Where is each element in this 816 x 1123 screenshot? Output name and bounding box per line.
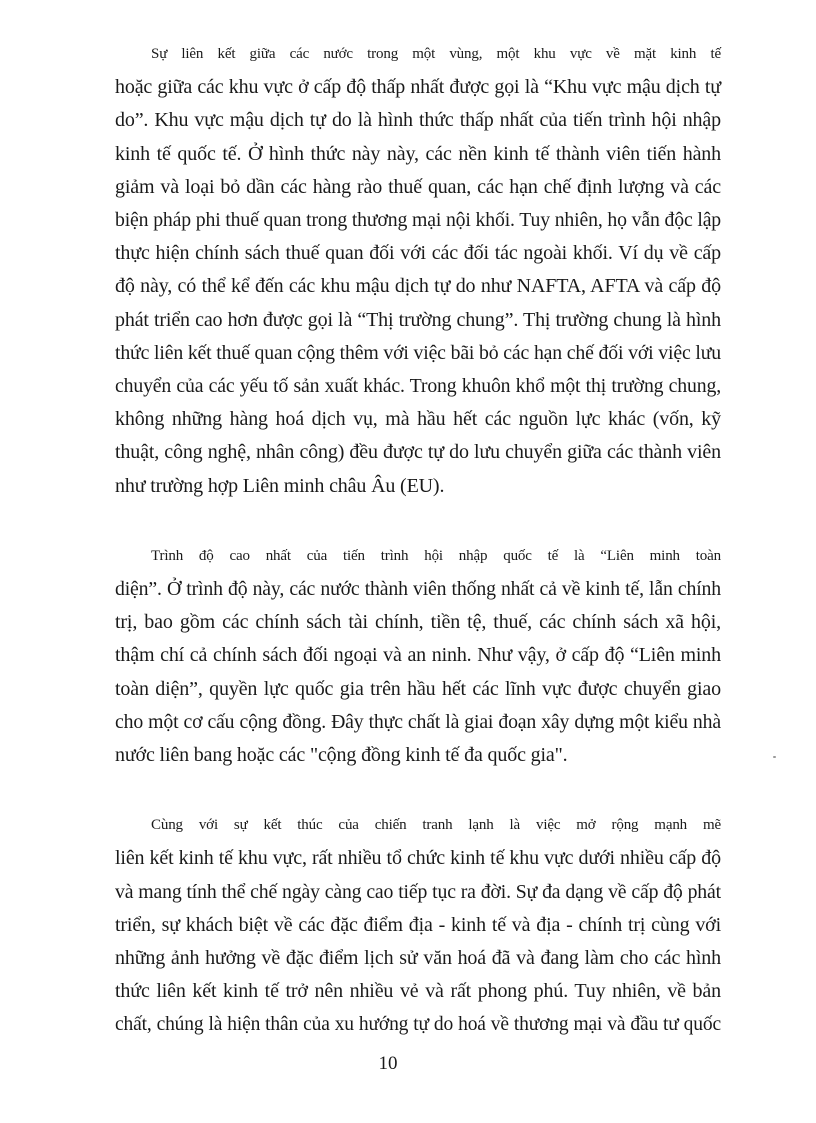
text-line: thậm chí cả chính sách đối ngoại và an ninh. Như vậy, ở cấp độ “Liên minh [115, 644, 721, 667]
scan-speck [773, 756, 776, 758]
text-line: không những hàng hoá dịch vụ, mà hầu hết các nguồn lực khác (vốn, kỹ [115, 408, 721, 431]
text-line: giảm và loại bỏ dần các hàng rào thuế quan, các hạn chế định lượng và các [115, 175, 721, 198]
text-line: thức liên kết kinh tế trở nên nhiều vẻ và rất phong phú. Tuy nhiên, về bản [115, 980, 721, 1003]
text-line: Sự liên kết giữa các nước trong một vùng, một khu vực về mặt kinh tế [151, 46, 721, 62]
text-line: như trường hợp Liên minh châu Âu (EU). [115, 474, 445, 497]
text-line: chất, chúng là hiện thân của xu hướng tự do hoá về thương mại và đầu tư quốc [115, 1014, 721, 1036]
text-line: liên kết kinh tế khu vực, rất nhiều tổ chức kinh tế khu vực dưới nhiều cấp độ [115, 847, 721, 870]
text-line: chuyển của các yếu tố sản xuất khác. Trong khuôn khổ một thị trường chung, [115, 375, 721, 398]
text-line: thức liên kết thuế quan cộng thêm với việc bãi bỏ các hạn chế đối với việc lưu [115, 341, 721, 364]
text-line: và mang tính thể chế ngày càng cao tiếp tục ra đời. Sự đa dạng về cấp độ phát [115, 880, 721, 903]
page-number: 10 [378, 1053, 398, 1074]
text-line: kinh tế quốc tế. Ở hình thức này này, các nền kinh tế thành viên tiến hành [115, 142, 721, 165]
paragraph-comprehensive-union [115, 540, 721, 772]
text-line: biện pháp phi thuế quan trong thương mại nội khối. Tuy nhiên, họ vẫn độc lập [115, 209, 722, 232]
text-line: phát triển cao hơn được gọi là “Thị trường chung”. Thị trường chung là hình [115, 308, 721, 331]
text-line: Cùng với sự kết thúc của chiến tranh lạnh là việc mở rộng mạnh mẽ [151, 817, 721, 834]
text-line: độ này, có thể kể đến các khu mậu dịch tự do như NAFTA, AFTA và cấp độ [115, 275, 721, 298]
text-line: trị, bao gồm các chính sách tài chính, tiền tệ, thuế, các chính sách xã hội, [115, 611, 721, 634]
text-line: Trình độ cao nhất của tiến trình hội nhập quốc tế là “Liên minh toàn [151, 547, 721, 564]
paragraph-free-trade-area [115, 38, 721, 503]
paragraph-spacer [115, 772, 721, 809]
text-line: do”. Khu vực mậu dịch tự do là hình thức thấp nhất của tiến trình hội nhập [115, 109, 721, 132]
text-line: triển, sự khách biệt về các đặc điểm địa - kinh tế và địa - chính trị cùng với [115, 913, 721, 936]
paragraph-spacer [115, 503, 721, 540]
document-body [115, 38, 721, 1042]
text-line: diện”. Ở trình độ này, các nước thành viên thống nhất cả về kinh tế, lẫn chính [115, 578, 721, 601]
text-line: thực hiện chính sách thuế quan đối với các đối tác ngoài khối. Ví dụ về cấp [115, 242, 721, 265]
text-line: thuật, công nghệ, nhân công) đều được tự do lưu chuyển giữa các thành viên [115, 441, 721, 464]
text-line: toàn diện”, quyền lực quốc gia trên hầu hết các lĩnh vực được chuyển giao [115, 677, 721, 700]
paragraph-regional-integration [115, 809, 721, 1041]
text-line: hoặc giữa các khu vực ở cấp độ thấp nhất được gọi là “Khu vực mậu dịch tự [115, 76, 721, 99]
text-line: những ảnh hưởng về đặc điểm lịch sử văn hoá đã và đang làm cho các hình [115, 947, 721, 970]
text-line: nước liên bang hoặc các "cộng đồng kinh tế đa quốc gia". [115, 744, 568, 767]
text-line: cho một cơ cấu cộng đồng. Đây thực chất là giai đoạn xây dựng một kiểu nhà [115, 710, 721, 733]
